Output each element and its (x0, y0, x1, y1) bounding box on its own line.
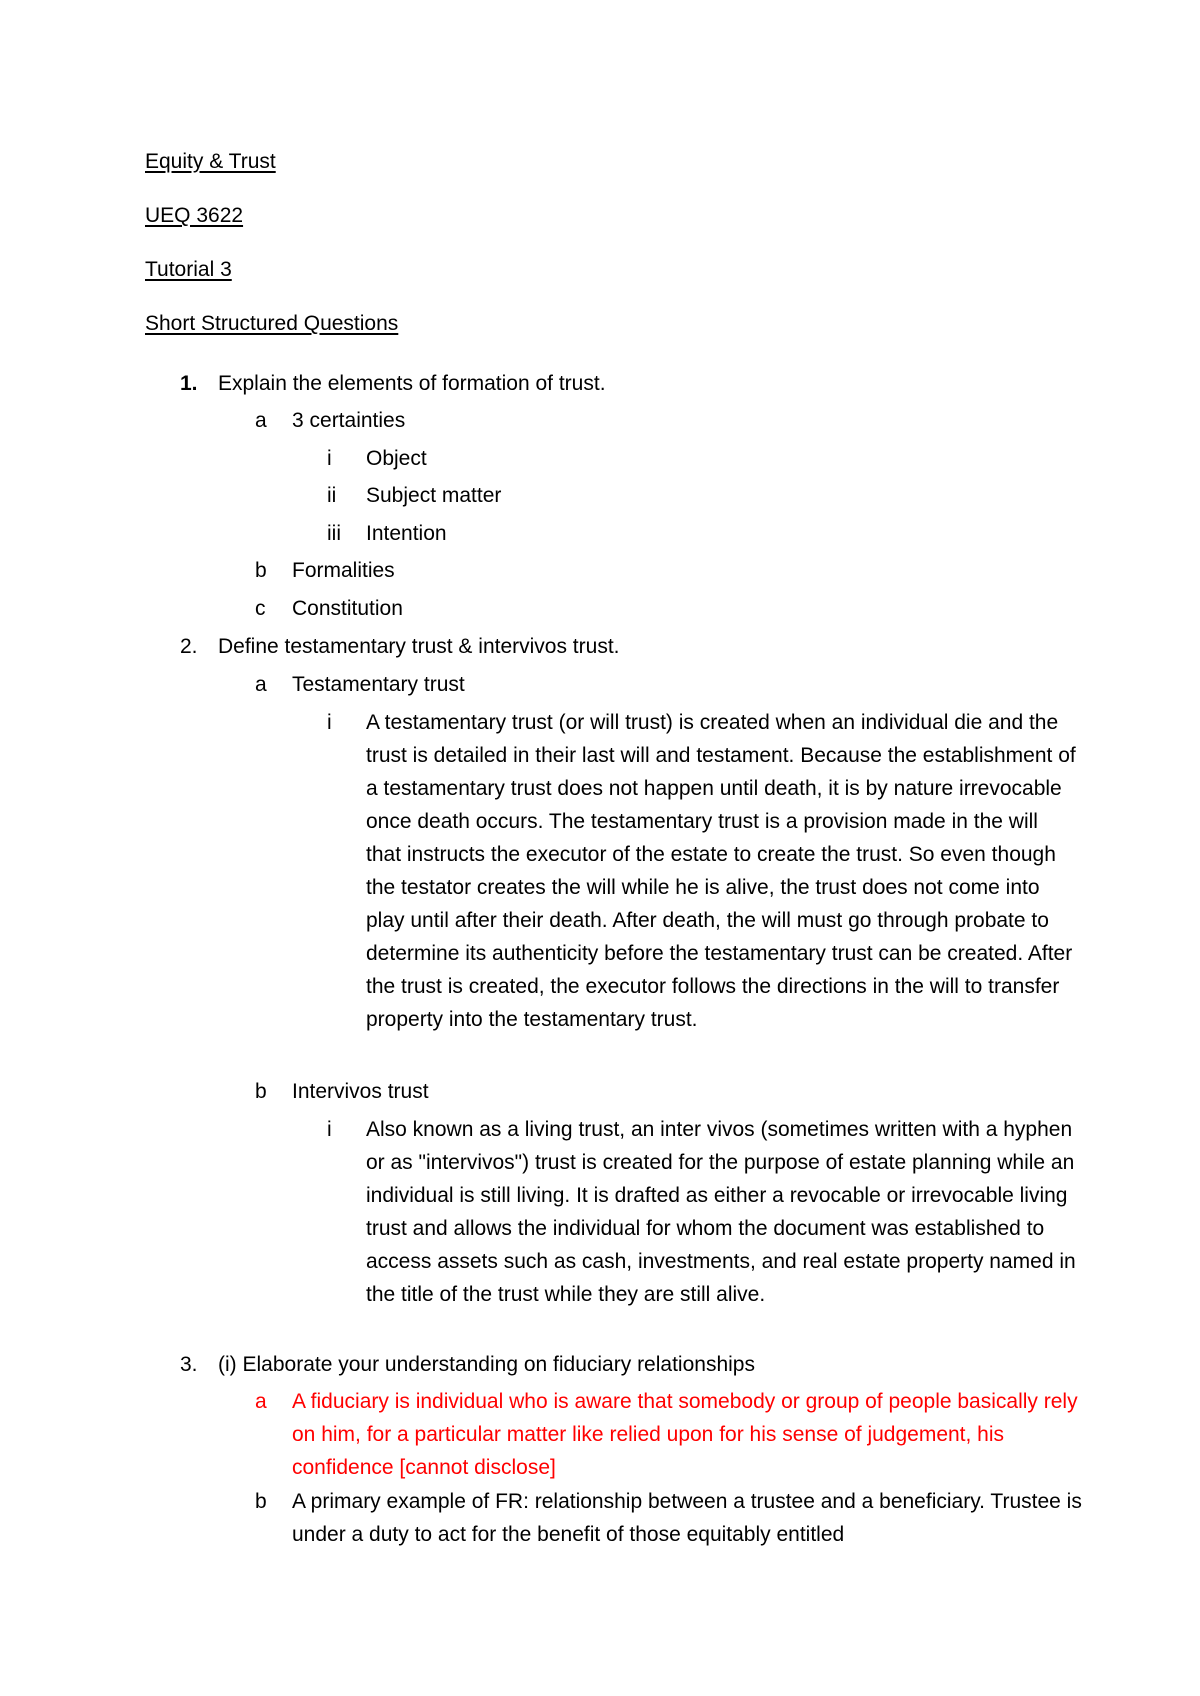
question-3-number: 3. (180, 1353, 198, 1376)
q1-item-c-text: Constitution (292, 597, 403, 620)
q1-item-c-marker: c (255, 597, 266, 620)
q2-item-b-marker: b (255, 1080, 267, 1103)
q2-item-a-text: Testamentary trust (292, 673, 465, 696)
q1-item-a-i-marker: i (327, 447, 332, 470)
q1-item-b-text: Formalities (292, 559, 395, 582)
q2-item-a-i-marker: i (327, 711, 332, 734)
question-2-text: Define testamentary trust & intervivos trust. (218, 635, 620, 658)
q1-item-a-marker: a (255, 409, 267, 432)
q1-item-a-iii-text: Intention (366, 522, 447, 545)
q2-item-b-text: Intervivos trust (292, 1080, 429, 1103)
section-heading: Short Structured Questions (145, 312, 399, 335)
q2-testamentary-paragraph: A testamentary trust (or will trust) is created when an individual die and the trust is detailed in their last will and testament. Because the establishment of a testamentary trust does not happen until death, it is by nature irrevocable once death occurs. The testamentary trust is a provision made in the will that instructs the executor of the estate to create the trust. So even though the testator creates the will while he is alive, the trust does not come into play until after their death. After death, the will must go through probate to determine its authenticity before the testamentary trust can be created. After the trust is created, the executor follows the directions in the will to transfer property into the testamentary trust. (366, 711, 1076, 1031)
q1-item-a-ii-text: Subject matter (366, 484, 502, 507)
course-code: UEQ 3622 (145, 204, 244, 227)
q1-item-a-i-text: Object (366, 447, 427, 470)
question-3-text: (i) Elaborate your understanding on fiduciary relationships (218, 1353, 755, 1376)
q2-item-b-i-marker: i (327, 1118, 332, 1141)
q1-item-a-ii-marker: ii (327, 484, 337, 507)
tutorial-number: Tutorial 3 (145, 258, 232, 281)
q1-item-a-iii-marker: iii (327, 522, 341, 545)
q2-intervivos-paragraph: Also known as a living trust, an inter vivos (sometimes written with a hyphen or as "intervivos") trust is created for the purpose of estate planning while an individual is still living. It is drafted as either a revocable or irrevocable living trust and allows the individual for whom the document was established to access assets such as cash, investments, and real estate property named in the title of the trust while they are still alive. (366, 1118, 1076, 1306)
q3-fiduciary-definition: A fiduciary is individual who is aware that somebody or group of people basically rely on him, for a particular matter like relied upon for his sense of judgement, his confidence [cannot disclose] (292, 1390, 1078, 1479)
q1-item-a-text: 3 certainties (292, 409, 406, 432)
q1-item-b-marker: b (255, 559, 267, 582)
q3-fiduciary-example: A primary example of FR: relationship between a trustee and a beneficiary. Trustee is under a duty to act for the benefit of those equitably entitled (292, 1490, 1082, 1546)
q3-item-a-marker: a (255, 1390, 267, 1413)
question-1-text: Explain the elements of formation of trust. (218, 372, 606, 395)
question-1-number: 1. (180, 372, 198, 395)
course-title: Equity & Trust (145, 150, 276, 173)
q2-item-a-marker: a (255, 673, 267, 696)
question-2-number: 2. (180, 635, 198, 658)
q3-item-b-marker: b (255, 1490, 267, 1513)
